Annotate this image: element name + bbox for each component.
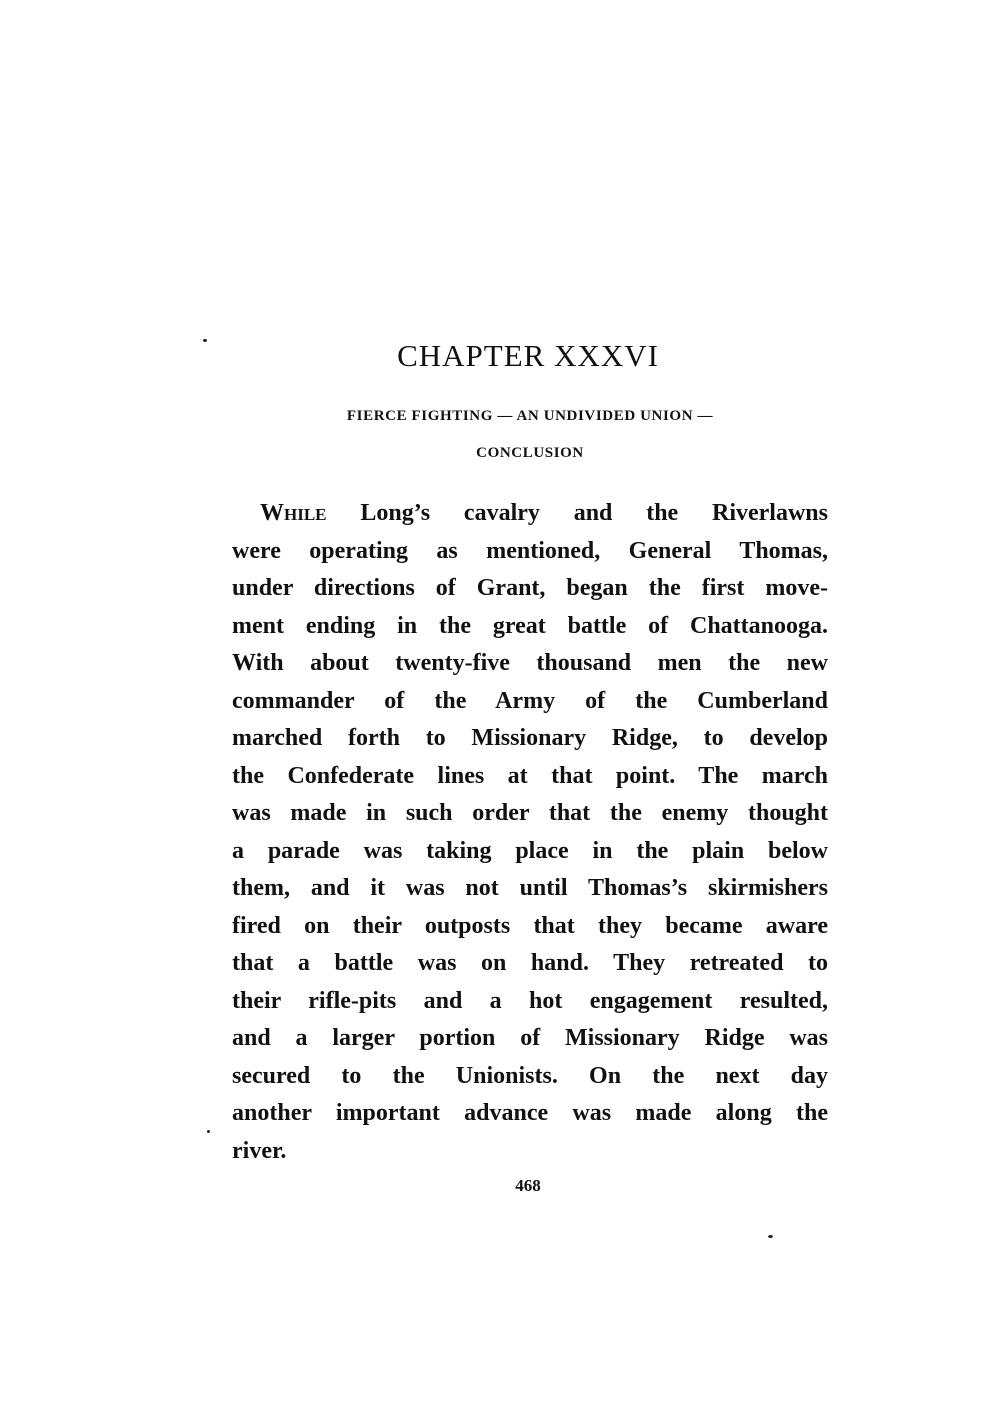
chapter-subtitle-line-2: CONCLUSION xyxy=(476,445,584,461)
opening-word: While xyxy=(260,500,327,526)
text-line: a parade was taking place in the plain below xyxy=(232,837,828,864)
text-line: another important advance was made along the xyxy=(232,1100,828,1126)
text-line: river. xyxy=(232,1137,287,1164)
text-line: the Confederate lines at that point. The march xyxy=(232,762,828,789)
text-line xyxy=(232,495,828,533)
text-line: commander of the Army of the Cumberland xyxy=(232,687,828,714)
text-line-content: Long’s cavalry and the Riverlawns xyxy=(326,500,828,526)
text-line: ment ending in the great battle of Chattanooga. xyxy=(232,612,828,639)
page-number: 468 xyxy=(515,1176,541,1195)
text-line: was made in such order that the enemy thought xyxy=(232,800,828,826)
text-line: marched forth to Missionary Ridge, to develop xyxy=(232,725,828,751)
chapter-subtitle-line-1: FIERCE FIGHTING — AN UNDIVIDED UNION — xyxy=(346,408,714,424)
text-line: under directions of Grant, began the first move- xyxy=(232,575,828,601)
scan-speck xyxy=(207,1130,210,1133)
text-line: were operating as mentioned, General Thomas, xyxy=(232,537,828,564)
text-line: them, and it was not until Thomas’s skirmishers xyxy=(232,875,828,901)
text-line: secured to the Unionists. On the next day xyxy=(232,1062,828,1089)
body-text xyxy=(232,495,828,1170)
scan-speck xyxy=(203,339,207,342)
text-line: fired on their outposts that they became aware xyxy=(232,912,828,939)
chapter-title: CHAPTER XXXVI xyxy=(397,338,659,373)
text-line: and a larger portion of Missionary Ridge was xyxy=(232,1025,828,1051)
text-line: With about twenty-five thousand men the new xyxy=(232,650,828,676)
scan-speck xyxy=(768,1235,773,1238)
text-line: that a battle was on hand. They retreated to xyxy=(232,950,828,976)
text-line: their rifle-pits and a hot engagement resulted, xyxy=(232,987,828,1014)
